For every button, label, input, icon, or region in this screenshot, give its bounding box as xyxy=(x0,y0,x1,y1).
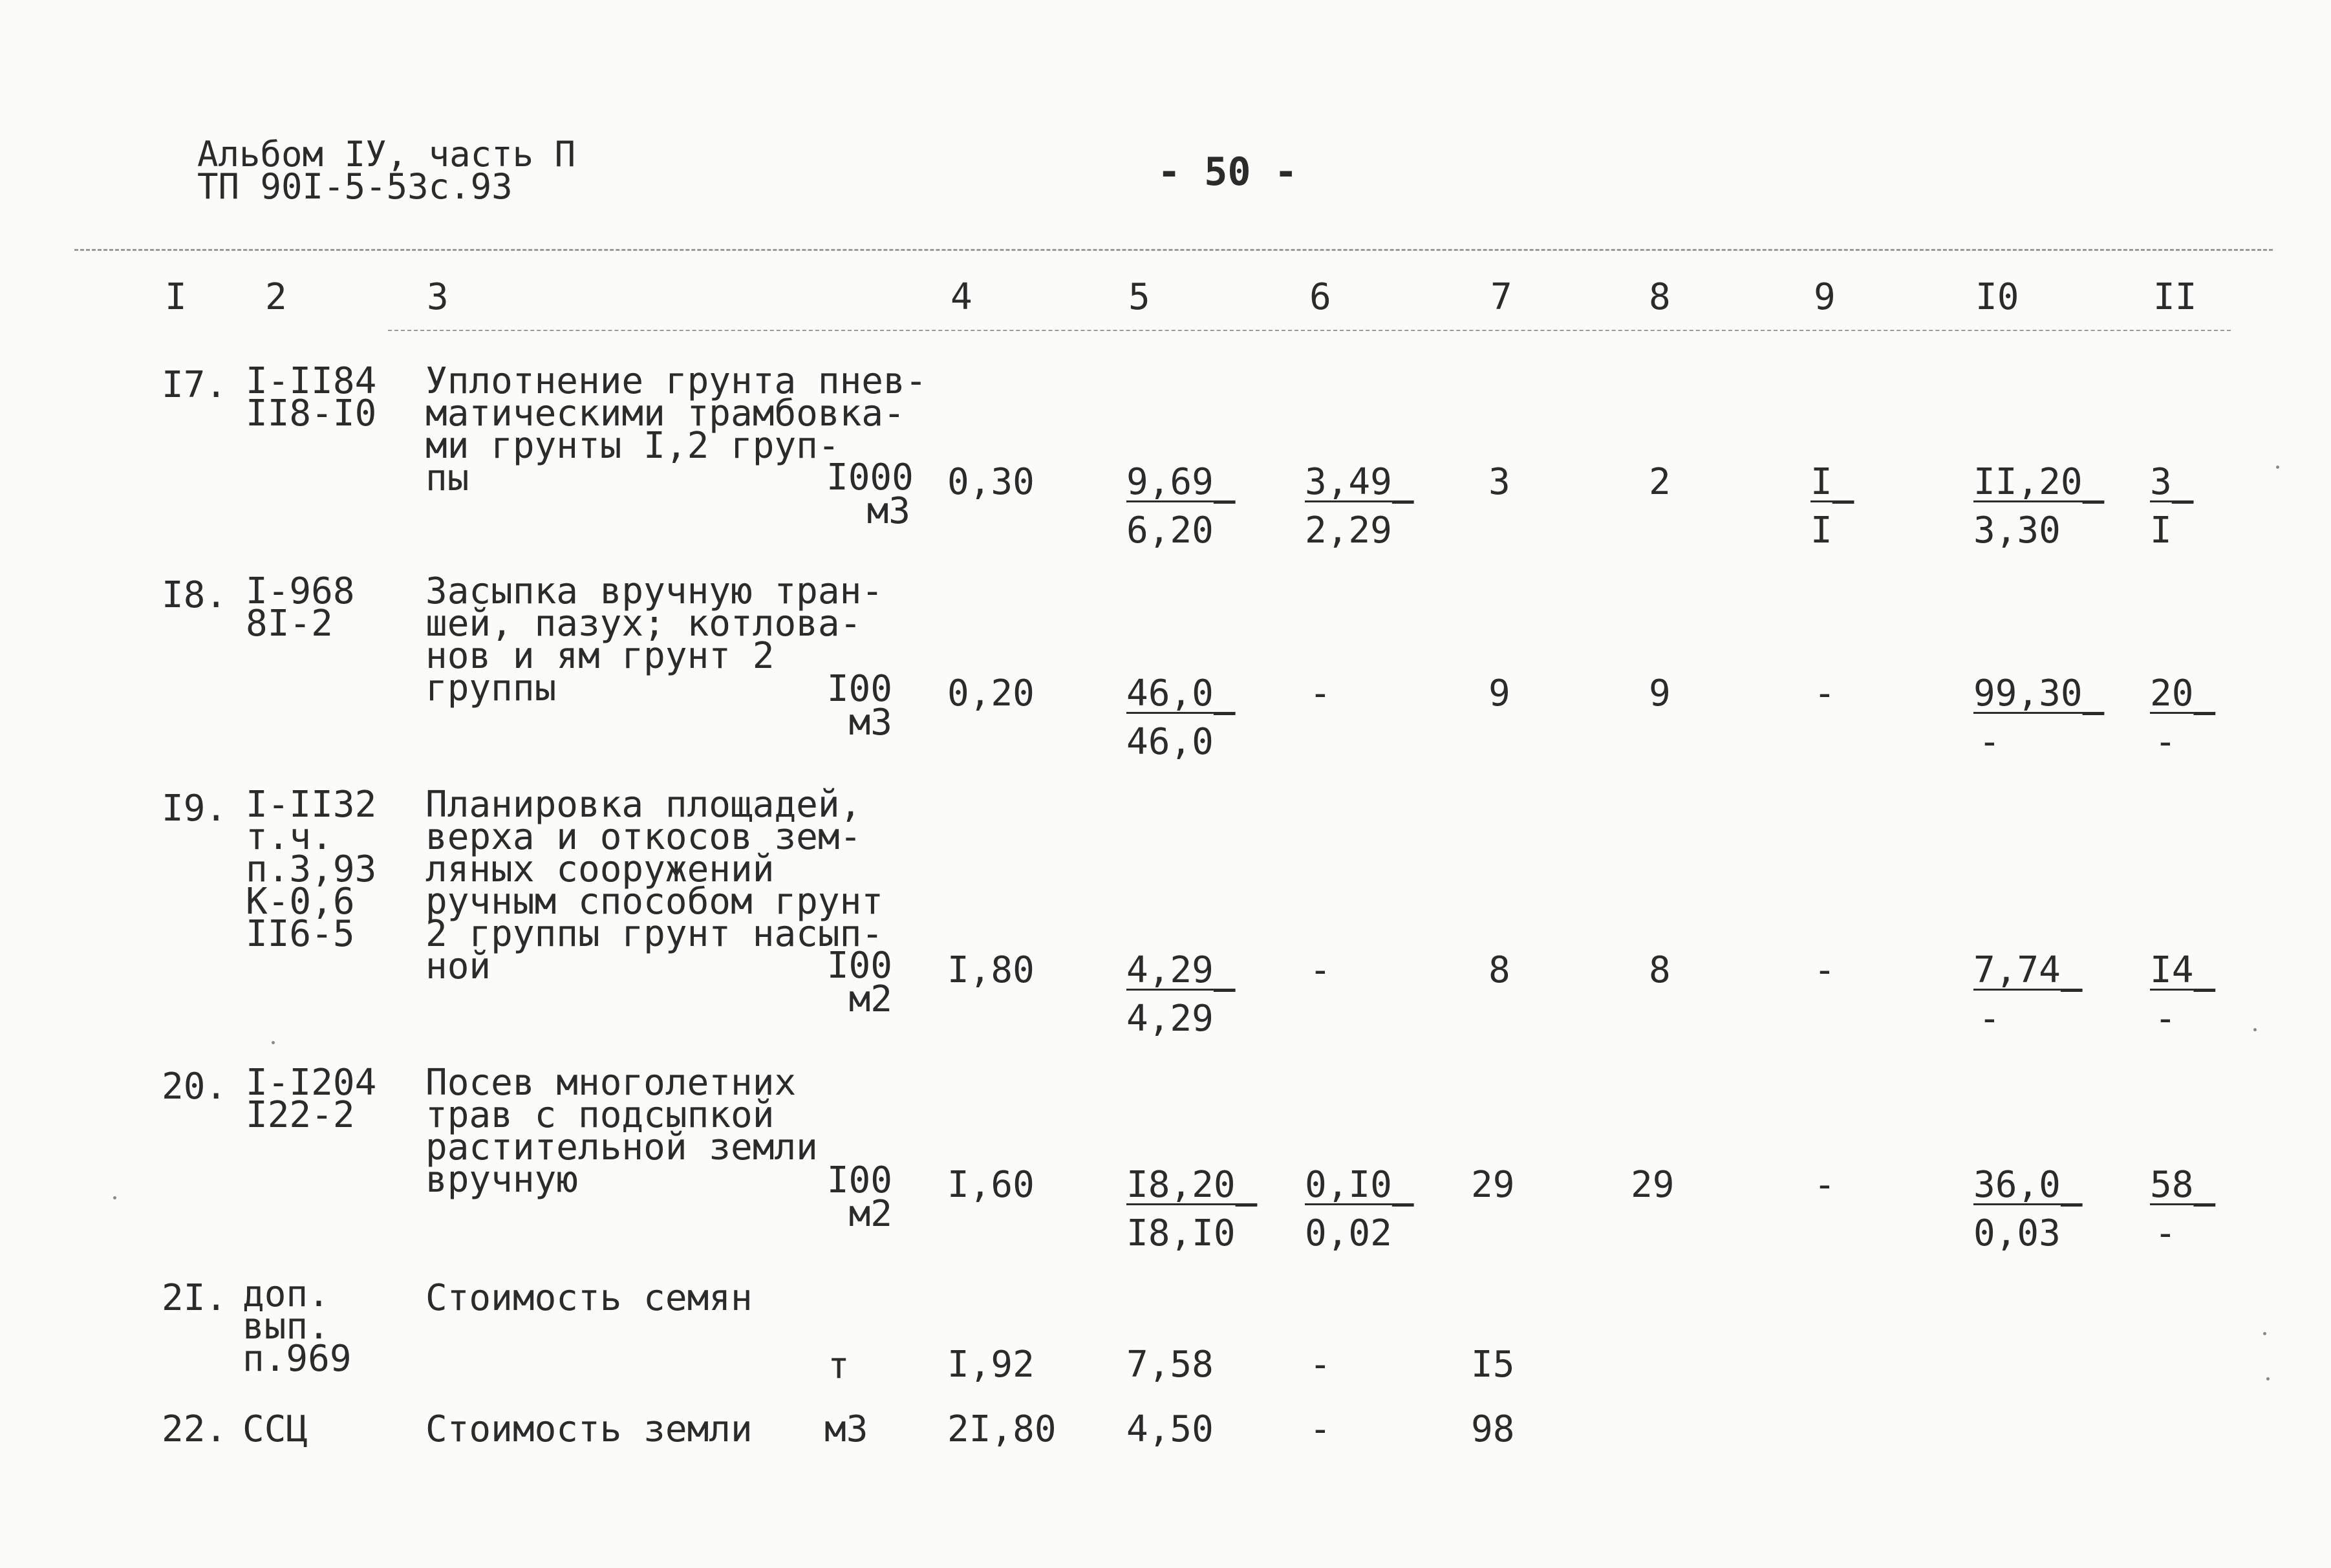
col5-top: I8,20 xyxy=(1126,1164,1236,1206)
col10-bottom: 3,30 xyxy=(1973,510,2061,552)
col10-bottom: 0,03 xyxy=(1973,1212,2061,1254)
col5-top: 46,0 xyxy=(1126,672,1214,714)
header-rule xyxy=(388,330,2231,331)
scan-speck xyxy=(2263,1332,2266,1335)
col5-top: 4,29 xyxy=(1126,949,1214,991)
col10-top: 7,74 xyxy=(1973,949,2061,991)
album-title: Альбом IУ, часть П xyxy=(197,134,576,175)
work-description: Планировка площадей, верха и откосов зем- ляных сооружений ручным способом грунт 2 группы грунт насып- ной xyxy=(425,784,884,987)
unit: м3 xyxy=(824,1408,868,1450)
col6: - xyxy=(1309,1408,1331,1450)
work-description: Стоимость семян xyxy=(425,1277,753,1319)
col-header-11: II xyxy=(2153,276,2197,318)
col5-bottom: I8,I0 xyxy=(1126,1212,1236,1254)
col11-bottom: - xyxy=(2154,721,2176,763)
col-header-6: 6 xyxy=(1309,276,1331,318)
col8: 29 xyxy=(1631,1164,1675,1206)
norm-code: доп. вып. п.969 xyxy=(242,1273,352,1380)
quantity: 0,20 xyxy=(947,672,1035,714)
col9-bottom: I xyxy=(1810,510,1832,552)
col5-bottom: 6,20 xyxy=(1126,510,1214,552)
col7: 98 xyxy=(1471,1408,1515,1450)
norm-code: I-II84 II8-I0 xyxy=(246,360,377,435)
col-header-1: I xyxy=(165,276,187,318)
scan-speck xyxy=(272,1041,275,1044)
col11-top: 58 xyxy=(2150,1164,2194,1206)
col7: I5 xyxy=(1471,1344,1515,1386)
col-header-8: 8 xyxy=(1649,276,1671,318)
col7: 3 xyxy=(1488,461,1510,503)
col10-top: 99,30 xyxy=(1973,672,2083,714)
row-number: 20. xyxy=(162,1066,228,1108)
col10-top: II,20 xyxy=(1973,461,2083,503)
col6: - xyxy=(1309,949,1331,991)
quantity: 2I,80 xyxy=(947,1408,1057,1450)
row-number: I9. xyxy=(162,788,228,830)
col10-top: 36,0 xyxy=(1973,1164,2061,1206)
unit: I00 м2 xyxy=(826,1159,892,1235)
unit: I000 м3 xyxy=(826,456,914,532)
col5: 4,50 xyxy=(1126,1408,1214,1450)
col6-bottom: 0,02 xyxy=(1305,1212,1392,1254)
work-description: Засыпка вручную тран- шей, пазух; котлова- нов и ям грунт 2 группы xyxy=(425,570,884,709)
col7: 9 xyxy=(1488,672,1510,714)
page-number: - 50 - xyxy=(1157,149,1298,195)
col8: 2 xyxy=(1649,461,1671,503)
col-header-3: 3 xyxy=(427,276,449,318)
col5-top: 9,69 xyxy=(1126,461,1214,503)
col-header-2: 2 xyxy=(265,276,287,318)
scan-speck xyxy=(2253,1028,2257,1031)
top-rule xyxy=(74,249,2273,251)
col7: 8 xyxy=(1488,949,1510,991)
col11-bottom: I xyxy=(2150,510,2172,552)
work-description: Уплотнение грунта пнев- матическими трамбовка- ми грунты I,2 груп- пы xyxy=(425,360,927,499)
quantity: 0,30 xyxy=(947,461,1035,503)
col5: 7,58 xyxy=(1126,1344,1214,1386)
scan-speck xyxy=(2276,466,2279,469)
work-description: Посев многолетних трав с подсыпкой растительной земли вручную xyxy=(425,1062,818,1201)
col-header-5: 5 xyxy=(1128,276,1150,318)
row-number: 22. xyxy=(162,1408,228,1450)
col-header-4: 4 xyxy=(951,276,972,318)
col-header-10: I0 xyxy=(1975,276,2019,318)
norm-code: I-II32 т.ч. п.3,93 К-0,6 II6-5 xyxy=(246,784,377,955)
unit: I00 м2 xyxy=(826,945,892,1020)
col11-bottom: - xyxy=(2154,998,2176,1040)
col6-bottom: 2,29 xyxy=(1305,510,1392,552)
row-number: I8. xyxy=(162,574,228,616)
col10-bottom: - xyxy=(1979,721,2001,763)
unit: т xyxy=(828,1345,850,1387)
col5-bottom: 46,0 xyxy=(1126,721,1214,763)
col9: - xyxy=(1814,672,1836,714)
norm-code: I-I204 I22-2 xyxy=(246,1062,377,1136)
col6: - xyxy=(1309,672,1331,714)
quantity: I,92 xyxy=(947,1344,1035,1386)
col11-bottom: - xyxy=(2154,1212,2176,1254)
col6-top: 3,49 xyxy=(1305,461,1392,503)
col-header-7: 7 xyxy=(1490,276,1512,318)
norm-code: ССЦ xyxy=(242,1408,308,1450)
col-header-9: 9 xyxy=(1814,276,1836,318)
norm-code: I-968 8I-2 xyxy=(246,570,355,645)
col6-top: 0,I0 xyxy=(1305,1164,1392,1206)
row-number: 2I. xyxy=(162,1277,228,1319)
quantity: I,60 xyxy=(947,1164,1035,1206)
project-code: ТП 90I-5-53с.93 xyxy=(197,166,513,207)
unit: I00 м3 xyxy=(826,668,892,744)
scan-speck xyxy=(113,1196,116,1199)
col8: 9 xyxy=(1649,672,1671,714)
col9: - xyxy=(1814,1164,1836,1206)
col9: - xyxy=(1814,949,1836,991)
quantity: I,80 xyxy=(947,949,1035,991)
work-description: Стоимость земли xyxy=(425,1408,753,1450)
col11-top: 20 xyxy=(2150,672,2194,714)
col10-bottom: - xyxy=(1979,998,2001,1040)
col5-bottom: 4,29 xyxy=(1126,998,1214,1040)
col11-top: 3 xyxy=(2150,461,2172,503)
col11-top: I4 xyxy=(2150,949,2194,991)
col8: 8 xyxy=(1649,949,1671,991)
row-number: I7. xyxy=(162,364,228,406)
col6: - xyxy=(1309,1344,1331,1386)
col7: 29 xyxy=(1471,1164,1515,1206)
scan-speck xyxy=(2266,1377,2270,1380)
col9-top: I xyxy=(1810,461,1832,503)
